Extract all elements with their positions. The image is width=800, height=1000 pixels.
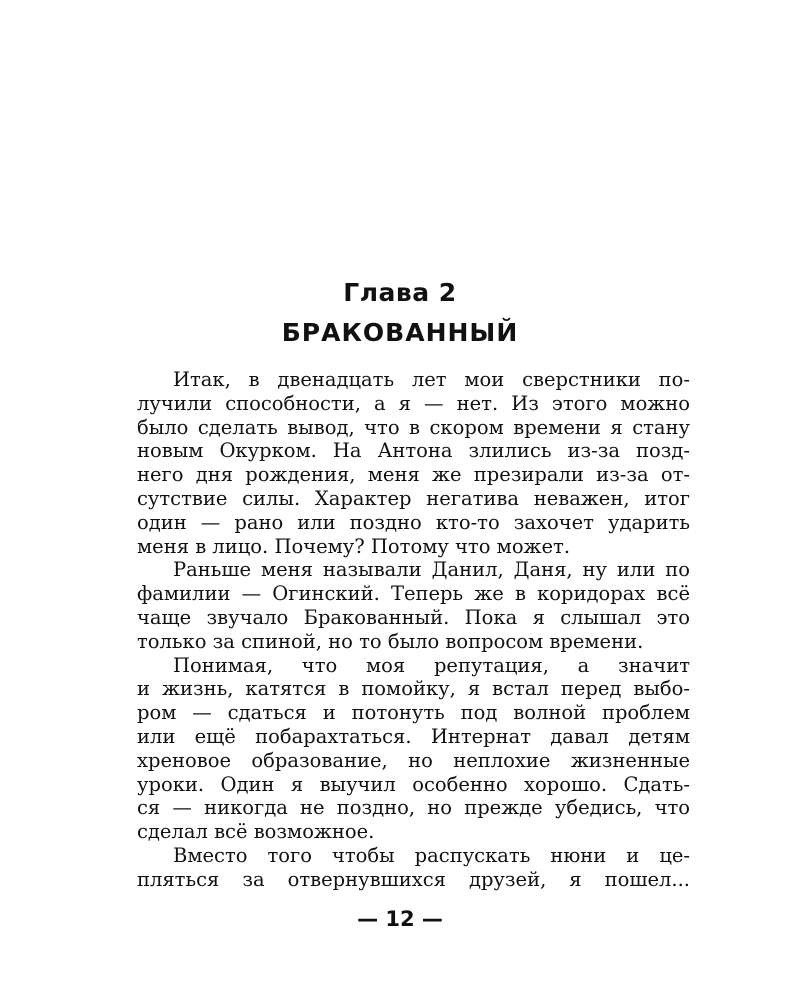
paragraph-3 <box>137 654 690 844</box>
text-line: ся — никогда не поздно, но прежде убедись, что <box>137 796 690 820</box>
text-line: новым Окурком. На Антона злились из-за позд- <box>137 439 690 463</box>
text-line: только за спиной, но то было вопросом времени. <box>137 629 644 653</box>
text-line: Вместо того чтобы распускать нюни и це- <box>173 843 690 867</box>
text-line: и жизнь, катятся в помойку, я встал перед выбо- <box>137 677 690 701</box>
chapter-text <box>137 368 690 892</box>
chapter-number: Глава 2 <box>343 278 457 307</box>
text-line: ром — сдаться и потонуть под волной проблем <box>137 701 690 725</box>
paragraph-1 <box>137 368 690 558</box>
text-line: Итак, в двенадцать лет мои сверстники по- <box>173 368 690 391</box>
text-line: или ещё побарахтаться. Интернат давал детям <box>137 724 690 748</box>
text-line: него дня рождения, меня же презирали из-за от- <box>137 463 690 487</box>
page-number: — 12 — <box>357 907 443 931</box>
text-line: сутствие силы. Характер негатива неважен, итог <box>137 486 690 510</box>
text-line: хреновое образование, но неплохие жизненные <box>137 748 690 772</box>
text-line: лучили способности, а я — нет. Из этого можно <box>137 391 690 415</box>
text-line: фамилии — Огинский. Теперь же в коридорах всё <box>137 582 690 606</box>
paragraph-4 <box>137 844 690 892</box>
text-line: один — рано или поздно кто-то захочет ударить <box>137 510 690 534</box>
text-line: чаще звучало Бракованный. Пока я слышал это <box>137 605 690 629</box>
text-line: меня в лицо. Почему? Потому что может. <box>137 534 571 558</box>
chapter-title: БРАКОВАННЫЙ <box>281 318 519 347</box>
text-line: было сделать вывод, что в скором времени я стану <box>137 415 690 439</box>
text-line: Раньше меня называли Данил, Даня, ну или по <box>173 558 690 582</box>
text-line: уроки. Один я выучил особенно хорошо. Сдать- <box>137 772 690 796</box>
text-line: сделал всё возможное. <box>137 820 375 844</box>
text-line: пляться за отвернувшихся друзей, я пошел... <box>137 867 690 891</box>
text-line: Понимая, что моя репутация, а значит <box>173 653 690 677</box>
paragraph-2 <box>137 558 690 653</box>
